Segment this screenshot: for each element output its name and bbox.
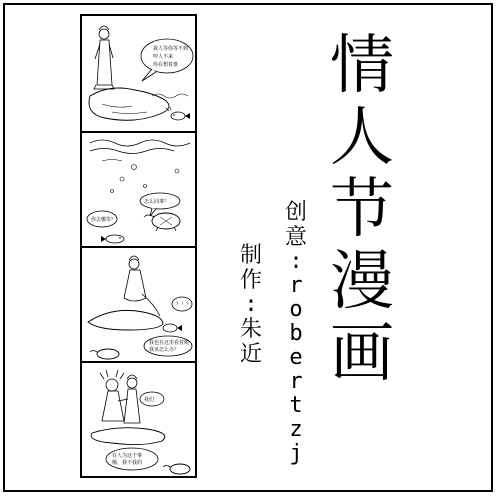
- bubble-text: 哼人不来: [153, 54, 174, 60]
- bubble-text: 我人等你等不到: [153, 46, 189, 52]
- creative-name-char: z: [289, 417, 303, 442]
- rock: [89, 88, 169, 120]
- title-char: 节: [330, 173, 394, 247]
- creative-credit: [283, 200, 309, 466]
- creative-name-char: e: [289, 345, 303, 370]
- speech-bubble: [106, 448, 158, 470]
- maker-name-char: 近: [239, 342, 262, 367]
- bubble-text: 我也在这里看着呢: [149, 340, 190, 346]
- creative-name-char: o: [289, 297, 303, 322]
- maker-label-char: 制: [239, 243, 262, 268]
- title-char: 人: [330, 101, 394, 175]
- water-bubbles: [111, 165, 180, 193]
- comic-panel-3: [82, 246, 195, 363]
- creative-label-char: 创: [284, 200, 307, 225]
- panel-3-illustration: [82, 246, 195, 361]
- small-fish: [166, 107, 190, 120]
- creative-name-char: j: [289, 441, 303, 466]
- panel-2-illustration: [82, 131, 195, 246]
- maker-credit: [238, 243, 264, 367]
- page-title: [322, 30, 402, 390]
- credit-colon: :: [244, 292, 258, 317]
- speech-bubble: [144, 336, 192, 356]
- credit-colon: :: [289, 249, 303, 274]
- bubble-text: 有人为这个事: [112, 453, 143, 459]
- maker-name-char: 朱: [239, 317, 262, 342]
- maker-label-char: 作: [239, 268, 262, 293]
- comic-panel-4: [82, 361, 195, 476]
- title-char: 画: [330, 317, 394, 391]
- fish: [101, 235, 124, 243]
- comic-panel-1: [82, 16, 195, 133]
- standing-figure: [94, 26, 114, 89]
- rock: [88, 310, 163, 330]
- small-fish: [163, 324, 182, 332]
- bubble-text: 我们: [144, 397, 155, 403]
- turtle: [90, 349, 119, 359]
- bubble-text: ？！？: [176, 302, 192, 308]
- panel-1-illustration: [82, 16, 195, 131]
- turtle: [144, 213, 180, 231]
- bubble-text: 你去哪里？: [91, 217, 117, 223]
- creative-name-char: b: [289, 321, 303, 346]
- title-char: 漫: [330, 245, 394, 319]
- creative-name-char: t: [289, 393, 303, 418]
- comic-panel-2: [82, 131, 195, 248]
- creative-name-char: r: [289, 273, 303, 298]
- title-char: 情: [330, 29, 394, 103]
- sitting-figure: [124, 256, 160, 316]
- bubble-text: 怎么回事？: [144, 199, 170, 205]
- creative-name-char: r: [289, 369, 303, 394]
- bubble-text: 我该怎么办？: [149, 347, 180, 353]
- rock: [91, 428, 165, 445]
- turtle: [163, 464, 190, 474]
- bubble-text: 哦，我不我的: [112, 460, 143, 466]
- comic-strip: [80, 14, 197, 478]
- two-figures: [100, 370, 140, 423]
- bubble-text: 你在想着谁: [153, 62, 179, 68]
- panel-4-illustration: [82, 361, 195, 476]
- creative-label-char: 意: [284, 225, 307, 250]
